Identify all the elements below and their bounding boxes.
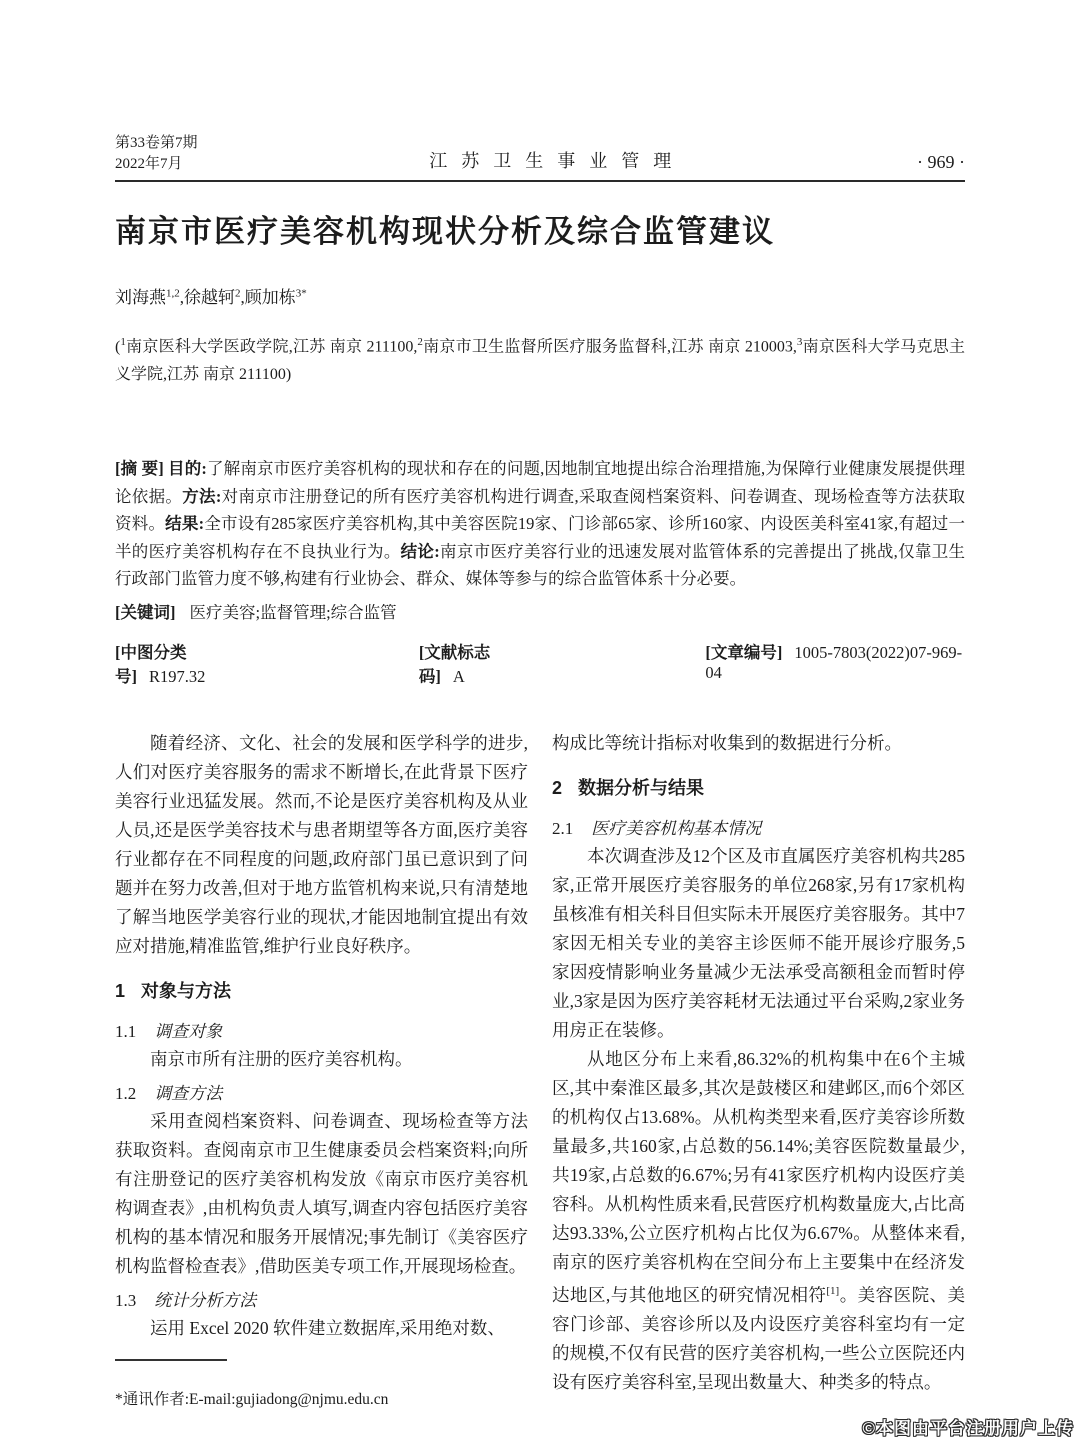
keywords-text: 医疗美容;监督管理;综合监管 — [189, 602, 397, 622]
document-code — [419, 639, 531, 687]
clc-label: [中图分类号] — [115, 642, 187, 686]
section-1-1-number: 1.1 — [115, 1021, 137, 1041]
section-1-title: 对象与方法 — [141, 980, 232, 1001]
article-title: 南京市医疗美容机构现状分析及综合监管建议 — [115, 214, 775, 249]
author-line: 刘海燕$^{1,2}$,徐越轲$^2$,顾加栋$^{3*}$ — [115, 287, 307, 307]
section-1-2-heading — [115, 1079, 528, 1104]
issue-date: 2022年7月 — [115, 156, 183, 172]
document-code-label: [文献标志码] — [418, 642, 491, 686]
section-1-2-number: 1.2 — [115, 1083, 137, 1103]
page-number: · 969 · — [916, 152, 965, 172]
section-2-heading — [552, 774, 965, 800]
section-1-1-title: 调查对象 — [154, 1021, 223, 1041]
header-issue-block — [115, 133, 198, 175]
keywords-label: [关键词] — [115, 602, 176, 622]
body-columns — [115, 729, 965, 1409]
abstract-paragraph: [摘 要] 目的:了解南京市医疗美容机构的现状和存在的问题,因地制宜地提出综合治理措施,为保障行业健康发展提供理论依据。方法:对南京市注册登记的所有医疗美容机构进行调查,采取查阅档案资料、问卷调查、现场检查等方法获取资料。结果:全市设有285家医疗美容机构,其中美容医院19家、门诊部65家、诊所160家、内设医美科室41家,有超过一半的医疗美容机构存在不良执业行为。结论:南京市医疗美容行业的迅速发展对监管体系的完善提出了挑战,仅靠卫生行政部门监管力度不够,构建有行业协会、群众、媒体等参与的综合监管体系十分必要。 — [115, 459, 966, 589]
section-1-2-title: 调查方法 — [154, 1083, 223, 1103]
volume-issue: 第33卷第7期 — [115, 135, 198, 151]
section-1-heading — [115, 977, 528, 1003]
section-2-title: 数据分析与结果 — [578, 777, 705, 798]
continuation-paragraph: 构成比等统计指标对收集到的数据进行分析。 — [552, 732, 902, 753]
section-2-1-number: 2.1 — [552, 818, 574, 838]
section-1-3-title: 统计分析方法 — [154, 1290, 257, 1310]
clc-value: R197.32 — [149, 666, 206, 686]
article-id-label: [文章编号] — [705, 642, 783, 662]
section-2-1-paragraph-1: 本次调查涉及12个区及市直属医疗美容机构共285家,正常开展医疗美容服务的单位268家,另有17家机构虽核准有相关科目但实际未开展医疗美容服务。其中7家因无相关专业的美容主诊医师不能开展诊疗服务,5家因疫情影响业务量减少无法承受高额租金而暂时停业,3家是因为医疗美容耗材无法通过平台采购,2家业务用房正在装修。 — [552, 845, 965, 1040]
document-code-value: A — [452, 666, 465, 686]
section-2-1-title: 医疗美容机构基本情况 — [591, 818, 762, 838]
upload-watermark: ©本图由平台注册用户上传 — [862, 1419, 1074, 1438]
header-rule — [115, 180, 965, 182]
section-1-3-heading — [115, 1286, 528, 1311]
right-column — [552, 729, 965, 1409]
journal-page — [115, 133, 965, 1409]
meta-row — [115, 639, 965, 687]
intro-paragraph: 随着经济、文化、社会的发展和医学科学的进步,人们对医疗美容服务的需求不断增长,在此背景下医疗美容行业迅猛发展。然而,不论是医疗美容机构及从业人员,还是医学美容技术与患者期望等各方面,医疗美容行业都存在不同程度的问题,政府部门虽已意识到了问题并在努力改善,但对于地方监管机构来说,只有清楚地了解当地医学美容行业的现状,才能因地制宜提出有效应对措施,精准监管,维护行业良好秩序。 — [115, 732, 528, 956]
keywords-line — [115, 599, 965, 623]
section-2-1-heading — [552, 814, 965, 839]
section-1-3-number: 1.3 — [115, 1290, 137, 1310]
left-column — [115, 729, 528, 1409]
article-id — [705, 639, 965, 687]
clc-number — [115, 639, 269, 687]
section-1-2-paragraph: 采用查阅档案资料、问卷调查、现场检查等方法获取资料。查阅南京市卫生健康委员会档案资料;向所有注册登记的医疗美容机构发放《南京市医疗美容机构调查表》,由机构负责人填写,调查内容包括医疗美容机构的基本情况和服务开展情况;事先制订《美容医疗机构监督检查表》,借助医美专项工作,开展现场检查。 — [115, 1110, 528, 1276]
corresponding-author-footnote: *通讯作者:E-mail:gujiadong@njmu.edu.cn — [115, 1390, 389, 1408]
section-1-number: 1 — [115, 980, 126, 1001]
section-1-1-heading — [115, 1017, 528, 1042]
section-2-1-paragraph-2: 从地区分布上来看,86.32%的机构集中在6个主城区,其中秦淮区最多,其次是鼓楼区和建邺区,而6个郊区的机构仅占13.68%。从机构类型来看,医疗美容诊所数量最多,共160家,占总数的56.14%;美容医院数量最少,共19家,占总数的6.67%;另有41家医疗机构内设医疗美容科。从机构性质来看,民营医疗机构数量庞大,占比高达93.33%,公立医疗机构占比仅为6.67%。从整体来看,南京的医疗美容机构在空间分布上主要集中在经济发达地区,与其他地区的研究情况相符[1]。美容医院、美容门诊部、美容诊所以及内设医疗美容科室均有一定的规模,不仅有民营的医疗美容机构,一些公立医院还内设有医疗美容科室,呈现出数量大、种类多的特点。 — [552, 1048, 966, 1392]
affiliation-line: ($^1$南京医科大学医政学院,江苏 南京 211100,$^2$南京市卫生监督所医疗服务监督科,江苏 南京 210003,$^3$南京医科大学马克思主义学院,江苏 南京 211100) — [115, 336, 965, 384]
section-1-1-paragraph: 南京市所有注册的医疗美容机构。 — [150, 1048, 413, 1069]
section-1-3-paragraph: 运用 Excel 2020 软件建立数据库,采用绝对数、 — [150, 1317, 505, 1338]
section-2-number: 2 — [552, 777, 563, 798]
footnote-divider — [115, 1359, 227, 1361]
journal-header — [115, 133, 965, 175]
article-id-value: 1005-7803(2022)07-969-04 — [705, 642, 963, 682]
journal-name: 江苏卫生事业管理 — [429, 151, 686, 171]
